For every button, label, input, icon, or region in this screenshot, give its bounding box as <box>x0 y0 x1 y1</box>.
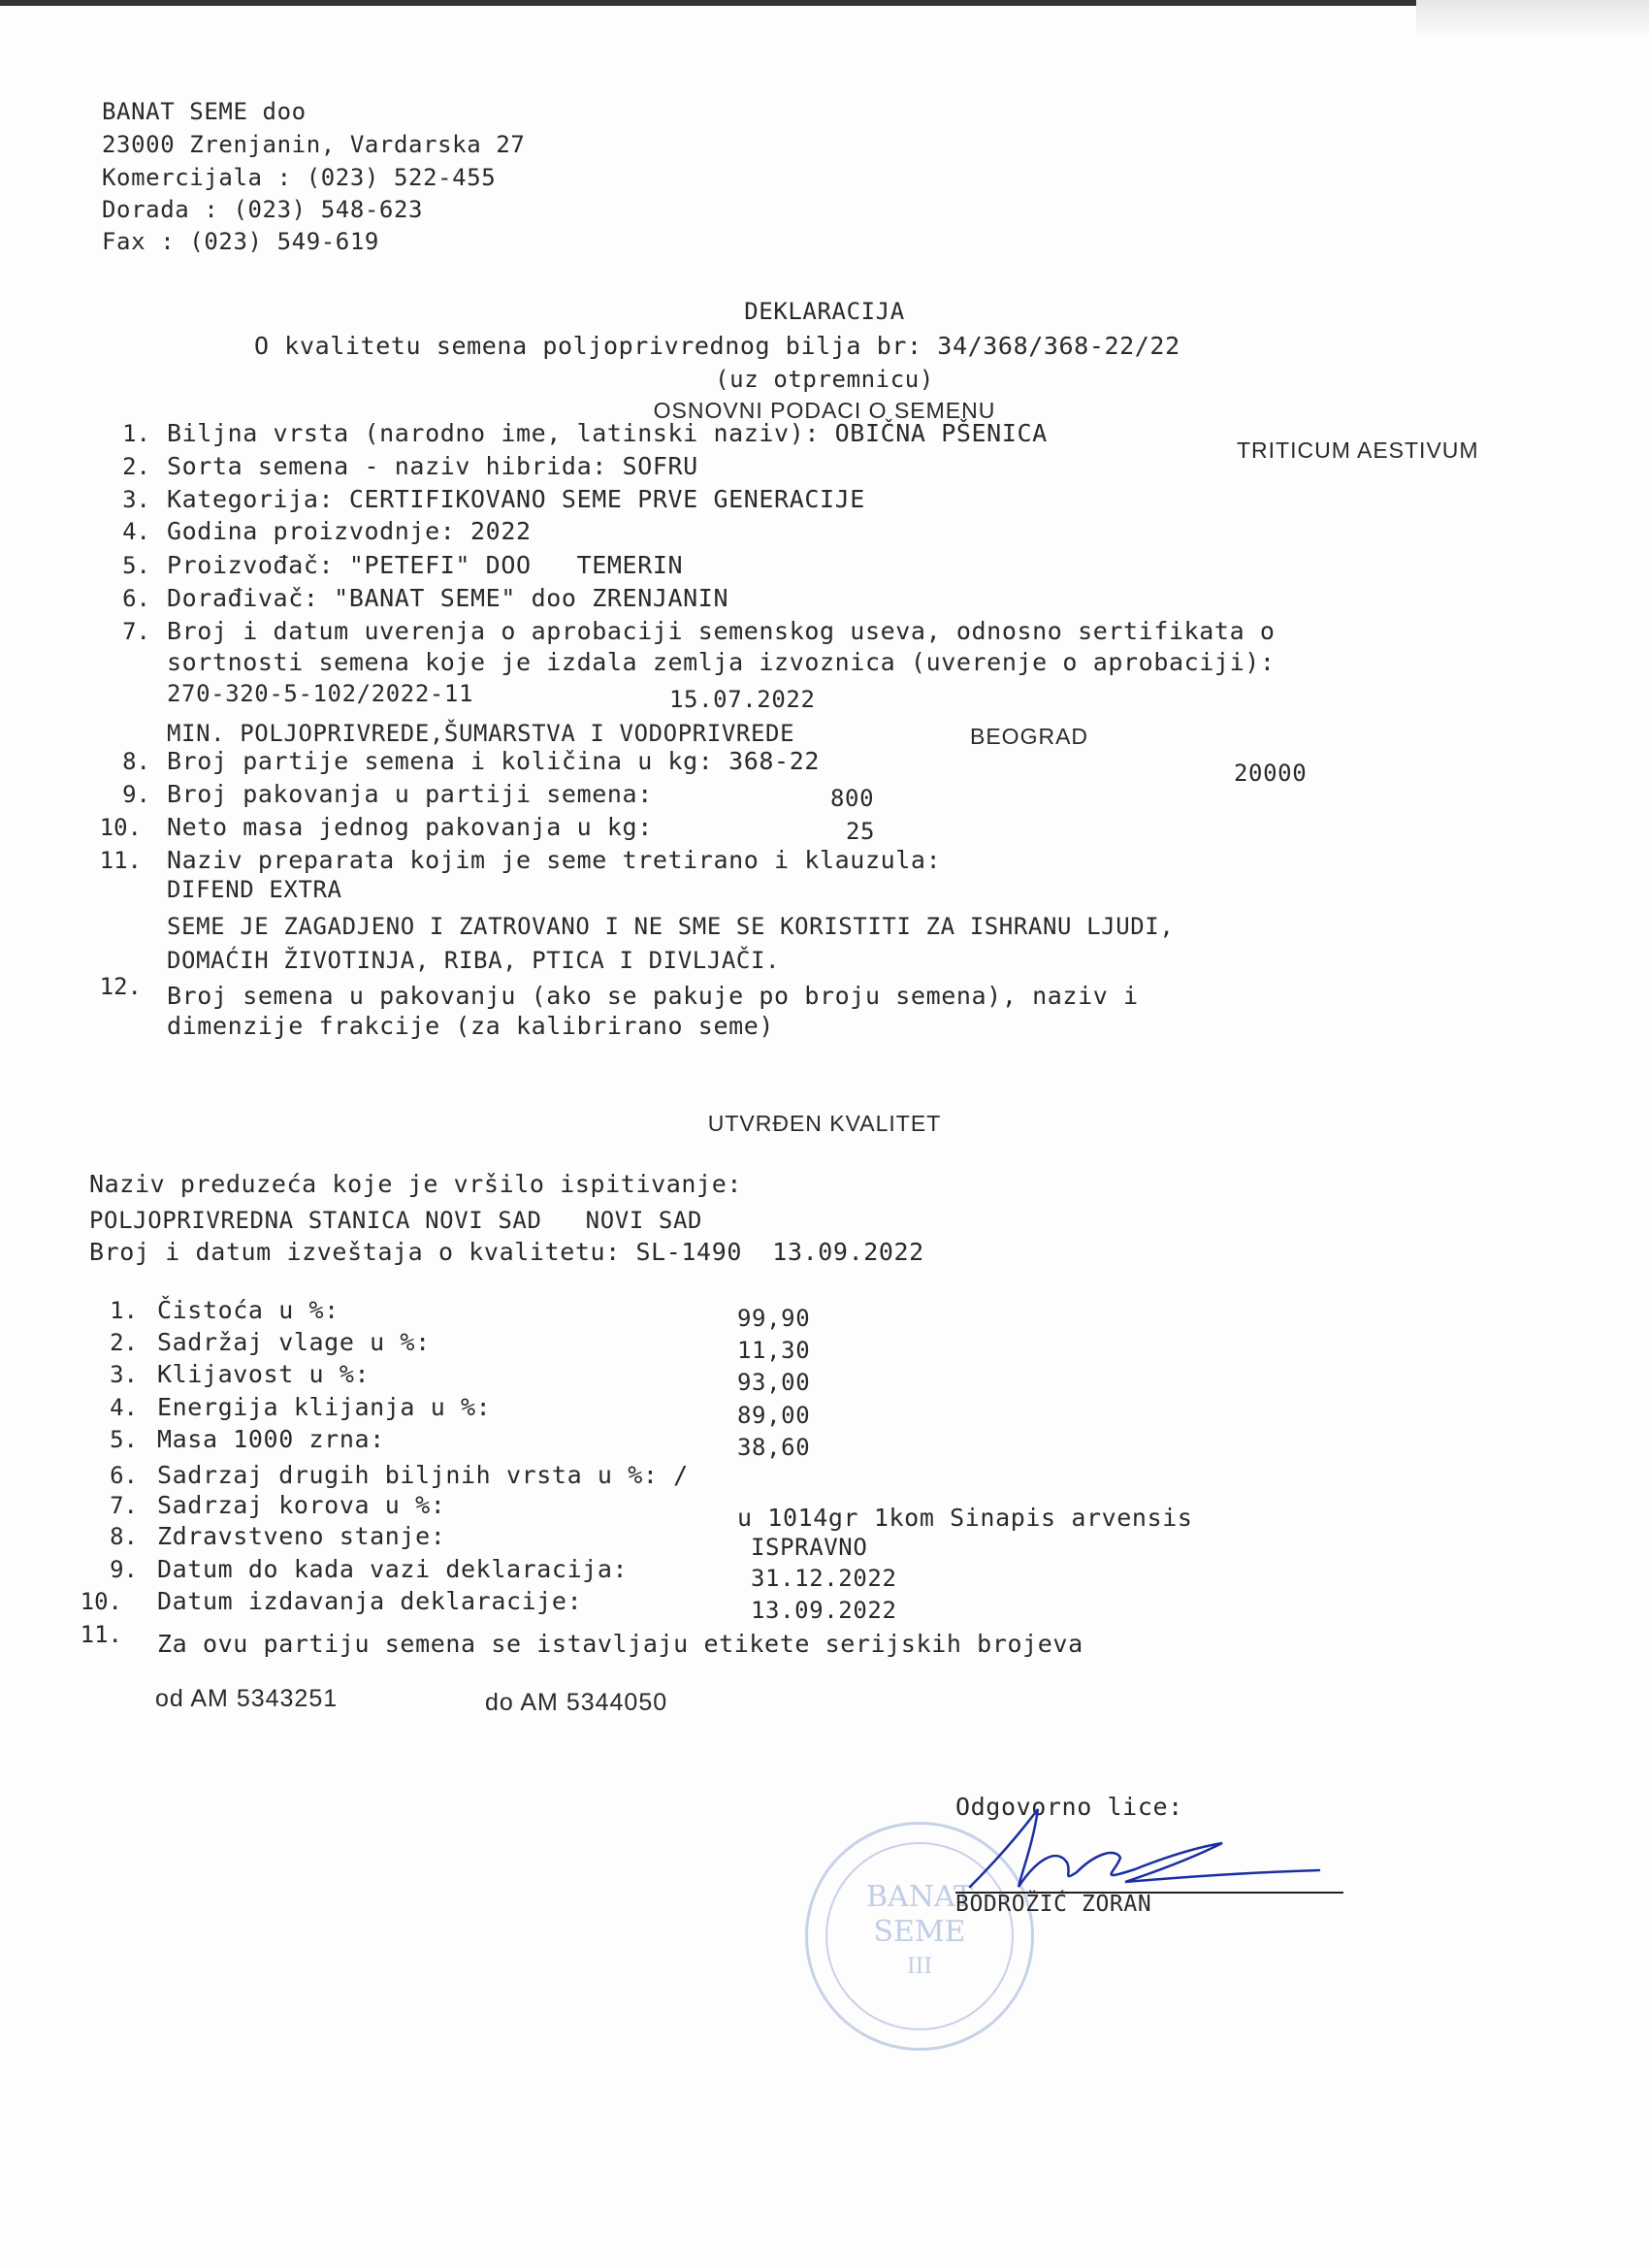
lot-quantity: 20000 <box>1234 760 1308 787</box>
quality-label: Sadrzaj korova u %: <box>157 1491 446 1519</box>
quality-value: 89,00 <box>737 1402 811 1429</box>
item-number: 6. <box>122 585 150 612</box>
stamp-text: BANAT <box>866 1880 973 1914</box>
quality-value: 31.12.2022 <box>751 1565 897 1592</box>
item-number: 5. <box>110 1426 138 1453</box>
seed-count-line-1: Broj semena u pakovanju (ako se pakuje po broju semena), naziv i <box>167 982 1139 1010</box>
quality-label: Datum do kada vazi deklaracija: <box>157 1555 629 1583</box>
package-mass: 25 <box>846 818 876 845</box>
item-number: 8. <box>110 1523 138 1550</box>
certificate-issuer: MIN. POLJOPRIVREDE,ŠUMARSTVA I VODOPRIVREDE <box>167 720 795 747</box>
document-title: DEKLARACIJA <box>744 298 905 325</box>
quality-label: Zdravstveno stanje: <box>157 1522 446 1550</box>
treatment-product: DIFEND EXTRA <box>167 876 342 903</box>
certificate-number: 270-320-5-102/2022-11 <box>167 680 474 707</box>
item-number: 5. <box>122 552 150 579</box>
item-number: 11. <box>80 1621 122 1648</box>
quality-value: 13.09.2022 <box>751 1597 897 1624</box>
phone-dorada: Dorada : (023) 548-623 <box>102 196 424 223</box>
seed-count-line-2: dimenzije frakcije (za kalibrirano seme) <box>167 1012 775 1040</box>
company-name: BANAT SEME doo <box>102 98 307 125</box>
certificate-city: BEOGRAD <box>970 724 1089 749</box>
certificate-line-1: Broj i datum uverenja o aprobaciji semenskog useva, odnosno sertifikata o <box>167 617 1276 645</box>
seed-variety: Sorta semena - naziv hibrida: SOFRU <box>167 452 698 480</box>
certificate-line-2: sortnosti semena koje je izdala zemlja izvoznica (uverenje o aprobaciji): <box>167 648 1276 676</box>
item-number: 4. <box>122 518 150 545</box>
item-number: 2. <box>110 1329 138 1356</box>
item-number: 9. <box>122 781 150 808</box>
quality-label: Čistoća u %: <box>157 1296 340 1324</box>
item-number: 1. <box>122 420 150 447</box>
stamp-text: SEME <box>873 1915 966 1949</box>
quality-label: Energija klijanja u %: <box>157 1393 492 1421</box>
quality-value: ISPRAVNO <box>751 1534 868 1561</box>
certificate-date: 15.07.2022 <box>669 686 816 713</box>
processor: Dorađivač: "BANAT SEME" doo ZRENJANIN <box>167 584 729 612</box>
quality-value: 38,60 <box>737 1434 811 1461</box>
quality-label: Sadrzaj drugih biljnih vrsta u %: / <box>157 1461 689 1489</box>
item-number: 3. <box>110 1361 138 1388</box>
item-number: 7. <box>122 618 150 645</box>
quality-report: Broj i datum izveštaja o kvalitetu: SL-1490 13.09.2022 <box>89 1238 924 1266</box>
item-number: 3. <box>122 486 150 513</box>
scan-edge <box>0 0 1649 6</box>
seed-category: Kategorija: CERTIFIKOVANO SEME PRVE GENERACIJE <box>167 485 865 513</box>
producer: Proizvođač: "PETEFI" DOO TEMERIN <box>167 551 684 579</box>
quality-value: 11,30 <box>737 1337 811 1364</box>
quality-value: u 1014gr 1kom Sinapis arvensis <box>737 1504 1193 1532</box>
document-subtitle: O kvalitetu semena poljoprivrednog bilja br: 34/368/368-22/22 <box>254 332 1180 360</box>
production-year: Godina proizvodnje: 2022 <box>167 517 532 545</box>
quality-label: Datum izdavanja deklaracije: <box>157 1587 583 1615</box>
signature-scribble <box>931 1790 1397 1906</box>
scan-corner-shadow <box>1416 0 1649 39</box>
item-number: 4. <box>110 1394 138 1421</box>
signatory-name: BODROŽIĆ ZORAN <box>955 1892 1152 1917</box>
stamp-text: III <box>906 1955 933 1979</box>
item-number: 9. <box>110 1556 138 1583</box>
package-mass-label: Neto masa jednog pakovanja u kg: <box>167 813 653 841</box>
item-number: 11. <box>99 847 142 874</box>
treatment-label: Naziv preparata kojim je seme tretirano i klauzula: <box>167 846 942 874</box>
quality-label: Sadržaj vlage u %: <box>157 1328 431 1356</box>
phone-komercijala: Komercijala : (023) 522-455 <box>102 164 497 191</box>
package-count-label: Broj pakovanja u partiji semena: <box>167 780 653 808</box>
quality-label: Za ovu partiju semena se istavljaju etikete serijskih brojeva <box>157 1630 1083 1658</box>
treatment-warning-1: SEME JE ZAGADJENO I ZATROVANO I NE SME SE KORISTITI ZA ISHRANU LJUDI, <box>167 913 1175 940</box>
fax-number: Fax : (023) 549-619 <box>102 228 379 255</box>
document-note: (uz otpremnicu) <box>715 366 934 393</box>
lab-name: POLJOPRIVREDNA STANICA NOVI SAD NOVI SAD <box>89 1207 703 1234</box>
section-quality-heading: UTVRĐEN KVALITET <box>707 1111 942 1136</box>
item-number: 10. <box>99 814 142 841</box>
signature-label: Odgovorno lice: <box>955 1793 1183 1821</box>
item-number: 12. <box>99 973 142 1000</box>
lot-number: Broj partije semena i količina u kg: 368-22 <box>167 747 821 775</box>
section-basic-data-heading: OSNOVNI PODACI O SEMENU <box>653 398 996 423</box>
quality-value: 93,00 <box>737 1369 811 1396</box>
serial-to: do AM 5344050 <box>485 1689 668 1716</box>
package-count: 800 <box>830 785 875 812</box>
item-number: 6. <box>110 1462 138 1489</box>
quality-value: 99,90 <box>737 1305 811 1332</box>
quality-label: Masa 1000 zrna: <box>157 1425 385 1453</box>
item-number: 8. <box>122 748 150 775</box>
quality-label: Klijavost u %: <box>157 1360 371 1388</box>
item-number: 7. <box>110 1492 138 1519</box>
company-address: 23000 Zrenjanin, Vardarska 27 <box>102 131 526 158</box>
plant-species: Biljna vrsta (narodno ime, latinski naziv): OBIČNA PŠENICA <box>167 419 1048 447</box>
item-number: 1. <box>110 1297 138 1324</box>
treatment-warning-2: DOMAĆIH ŽIVOTINJA, RIBA, PTICA I DIVLJAČI. <box>167 947 781 974</box>
latin-name: TRITICUM AESTIVUM <box>1237 437 1479 463</box>
item-number: 2. <box>122 453 150 480</box>
serial-from: od AM 5343251 <box>155 1685 339 1712</box>
lab-label: Naziv preduzeća koje je vršilo ispitivanje: <box>89 1170 743 1198</box>
item-number: 10. <box>80 1588 122 1615</box>
